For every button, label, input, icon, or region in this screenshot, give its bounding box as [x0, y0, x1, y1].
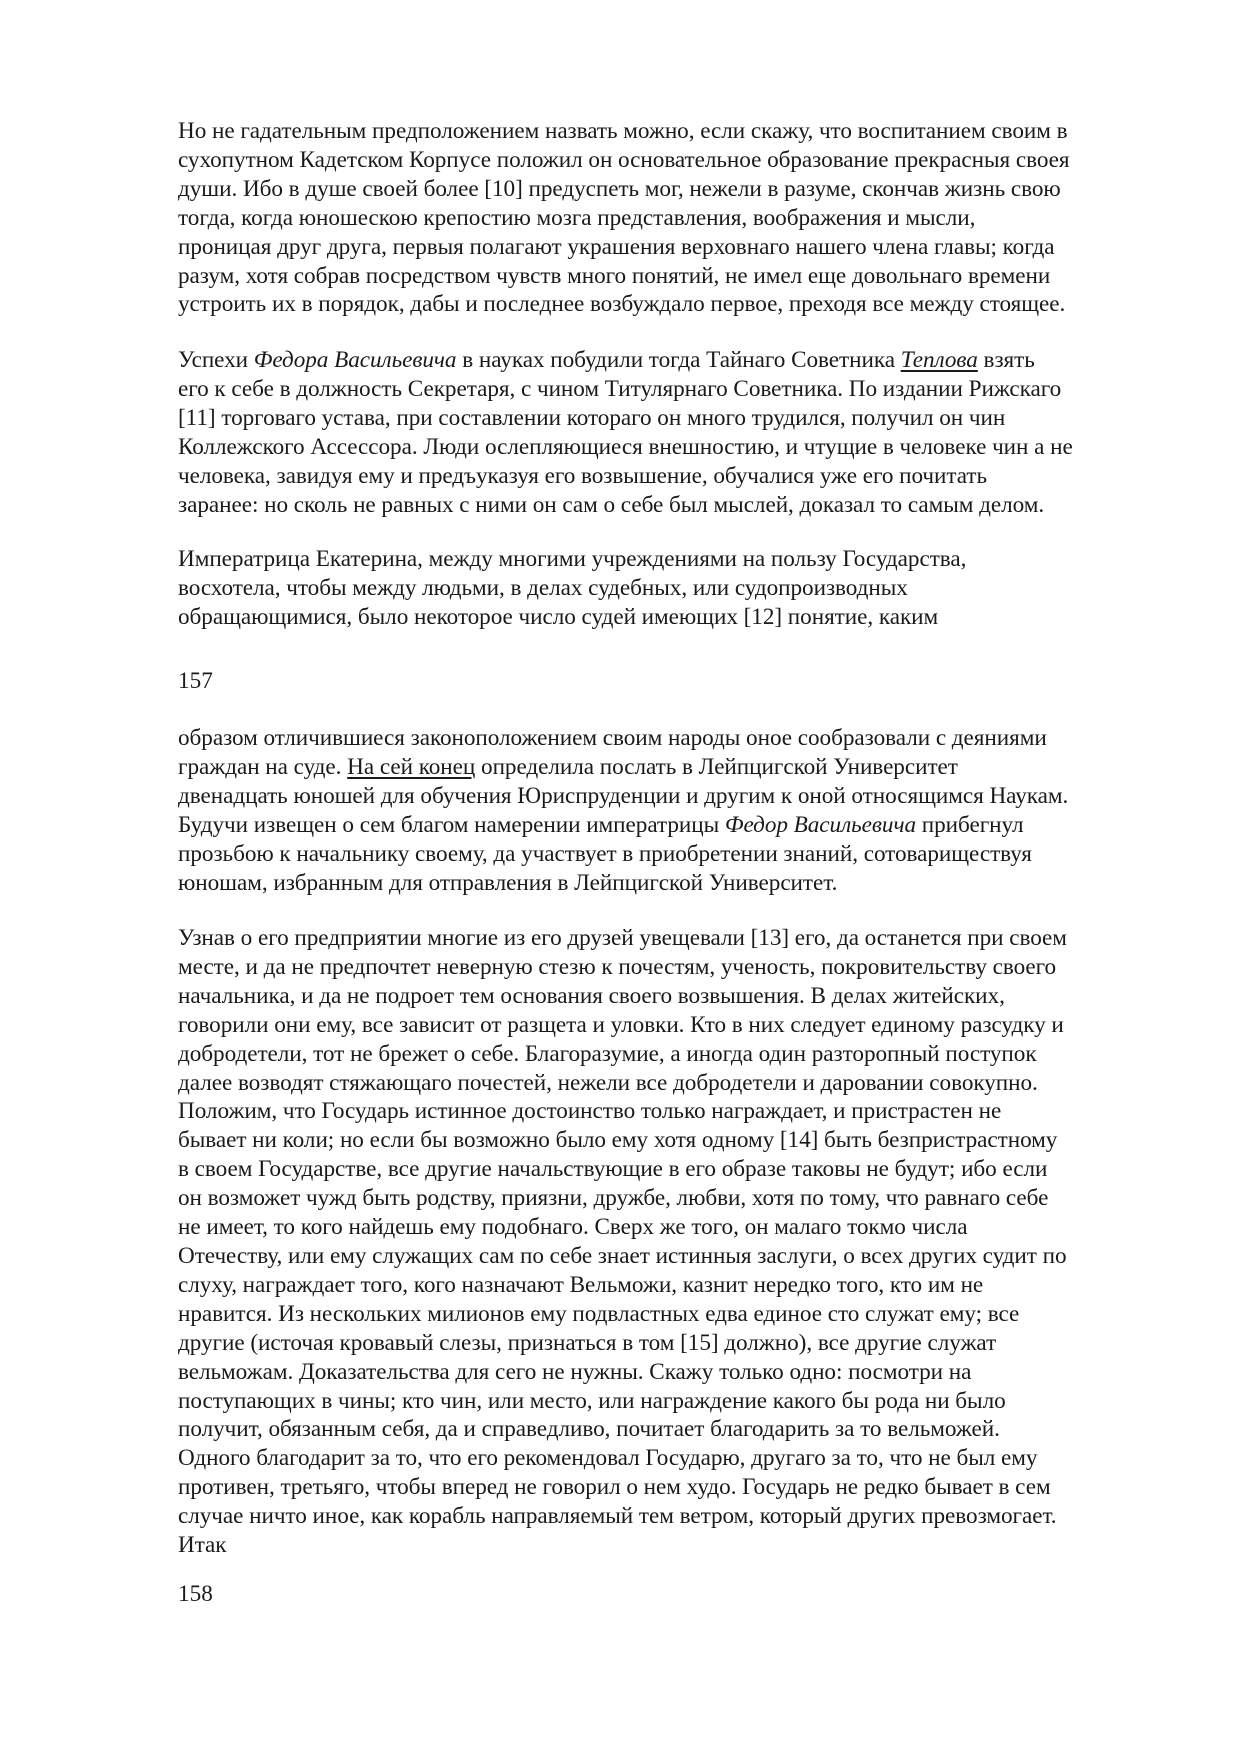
paragraph-5	[178, 924, 1168, 1560]
paragraph-1	[178, 117, 1168, 319]
text-line: проницая друг друга, первыя полагают украшения верховнаго нашего члена главы; когда	[178, 233, 1055, 260]
italic-name: Федор Васильевича	[724, 811, 917, 838]
text-line	[178, 811, 1168, 840]
text-line: нравится. Из нескольких милионов ему подвластных едва единое сто служат ему; все	[178, 1300, 1020, 1327]
text-line: Положим, что Государь истинное достоинство только награждает, и пристрастен не	[178, 1098, 1002, 1125]
text-line: образом отличившиеся законоположением своим народы оное сообразовали с деяниями	[178, 725, 1047, 751]
text-line: противен, третьяго, чтобы вперед не говорил о нем худо. Государь не редко бывает в сем	[178, 1474, 1051, 1501]
text-line: не имеет, то кого найдешь ему подобнаго. Сверх же того, он малаго токмо числа	[178, 1214, 968, 1241]
text-line: далее возводят стяжающаго почестей, нежели все добродетели и даровании совокупно.	[178, 1069, 1038, 1096]
text-line: другие (источая кровавый слезы, признаться в том [15] должно), все другие служат	[178, 1329, 997, 1356]
text-span: прибегнул	[916, 811, 1024, 838]
text-span: взять	[977, 347, 1035, 373]
text-line: вельможам. Доказательства для сего не нужны. Скажу только одно: посмотри на	[178, 1358, 972, 1385]
text-line: Одного благодарит за то, что его рекомендовал Государю, другаго за то, что не был ему	[178, 1445, 1038, 1472]
text-line: его к себе в должность Секретаря, с чином Титулярнаго Советника. По издании Рижскаго	[178, 375, 1062, 402]
paragraph-2	[178, 346, 1168, 519]
text-line: месте, и да не предпочтет неверную стезю к почестям, ученость, покровительству своего	[178, 953, 1057, 980]
text-line: бывает ни коли; но если бы возможно было ему хотя одному [14] быть безпристрастному	[178, 1127, 1058, 1154]
text-line: сухопутном Кадетском Корпусе положил он основательное образование прекрасныя своея	[178, 146, 1070, 173]
text-line: говорили они ему, все зависит от разщета и уловки. Кто в них следует единому разсудку и	[178, 1011, 1064, 1038]
text-line: Императрица Екатерина, между многими учреждениями на пользу Государства,	[178, 546, 967, 572]
text-line: случае ничто иное, как корабль направляемый тем ветром, который других превозмогает.	[178, 1503, 1057, 1530]
text-span: граждан на суде.	[178, 753, 348, 780]
paragraph-4	[178, 724, 1168, 897]
text-line: устроить их в порядок, дабы и последнее возбуждало первое, преходя все между стоящее.	[178, 291, 1066, 318]
text-span: Успехи	[178, 347, 254, 373]
italic-name: Федора Васильевича	[253, 347, 457, 373]
text-line: слуху, награждает того, кого назначают Вельможи, казнит нередко того, кто им не	[178, 1271, 984, 1298]
text-span: определила послать в Лейпцигской Университет	[475, 753, 958, 780]
text-line: [11] торговаго устава, при составлении котораго он много трудился, получил он чин	[178, 404, 1006, 431]
text-line: поступающих в чины; кто чин, или место, или награждение какого бы рода ни было	[178, 1387, 1006, 1414]
text-line: тогда, когда юношескою крепостию мозга представления, воображения и мысли,	[178, 204, 976, 231]
text-line: Итак	[178, 1532, 227, 1559]
teplov-link[interactable]: Теплова	[900, 347, 978, 373]
text-line: разум, хотя собрав посредством чувств много понятий, не имел еще довольнаго времени	[178, 262, 1051, 289]
text-line: он возможет чужд быть родству, приязни, дружбе, любви, хотя по тому, что равнаго себе	[178, 1185, 1049, 1212]
text-span: Будучи извещен о сем благом намерении императрицы	[178, 811, 725, 838]
page-number: 157	[178, 668, 213, 694]
text-line: Коллежского Ассессора. Люди ослепляющиеся внешностию, и чтущие в человеке чин а не	[178, 433, 1073, 460]
text-line	[178, 753, 1168, 782]
text-span: в науках побудили тогда Тайнаго Советника	[456, 347, 901, 373]
text-line: двенадцать юношей для обучения Юриспруденции и другим к оной относящимся Наукам.	[178, 782, 1069, 809]
text-line: души. Ибо в душе своей более [10] предуспеть мог, нежели в разуме, скончав жизнь свою	[178, 175, 1061, 202]
page-number: 158	[178, 1581, 213, 1607]
paragraph-3	[178, 545, 1168, 632]
text-line: в своем Государстве, все другие начальствующие в его образе таковы не будут; ибо если	[178, 1156, 1048, 1183]
text-line: юношам, избранным для отправления в Лейпцигской Университет.	[178, 869, 838, 896]
text-line: Но не гадательным предположением назвать можно, если скажу, что воспитанием своим в	[178, 118, 1068, 144]
text-line: Отечеству, или ему служащих сам по себе знает истинныя заслуги, о всех других судит по	[178, 1242, 1067, 1269]
na-sei-konets-link[interactable]: На сей конец	[347, 753, 476, 780]
text-line: получит, обязанным себя, да и справедливо, почитает благодарить за то вельможей.	[178, 1416, 1000, 1443]
text-line: заранее: но сколь не равных с ними он сам о себе был мыслей, доказал то самым делом.	[178, 491, 1045, 518]
text-line: начальника, и да не подроет тем основания своего возвышения. В делах житейских,	[178, 982, 1005, 1009]
text-line: добродетели, тот не брежет о себе. Благоразумие, а иногда один разторопный поступок	[178, 1040, 1037, 1067]
text-line: восхотела, чтобы между людьми, в делах судебных, или судопроизводных	[178, 574, 908, 601]
text-line: Узнав о его предприятии многие из его друзей увещевали [13] его, да останется при своем	[178, 925, 1067, 951]
text-line	[178, 346, 1168, 375]
text-line: прозьбою к начальнику своему, да участвует в приобретении знаний, сотовариществуя	[178, 840, 1032, 867]
text-line: человека, завидуя ему и предъуказуя его возвышение, обучалися уже его почитать	[178, 462, 988, 489]
text-line: обращающимися, было некоторое число судей имеющих [12] понятие, каким	[178, 603, 939, 630]
